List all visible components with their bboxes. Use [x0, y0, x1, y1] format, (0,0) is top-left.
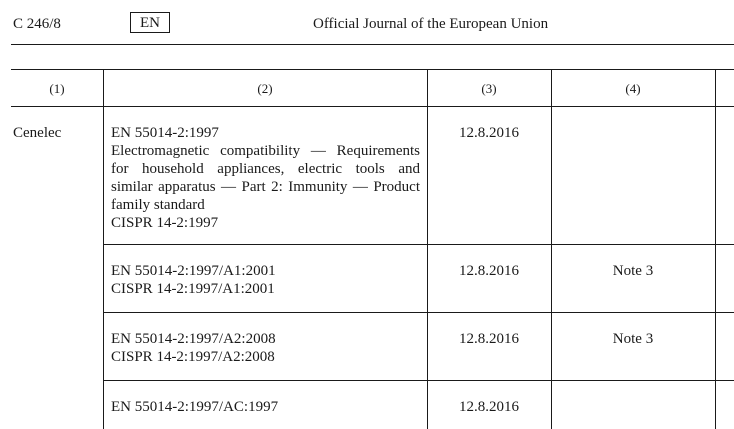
column-header-1: (1)	[49, 81, 65, 96]
date-cell: 12.8.2016	[459, 125, 519, 141]
date-cell: 12.8.2016	[459, 331, 519, 347]
standard-title-line: for household appliances, electric tools and	[111, 161, 420, 177]
standard-reference: EN 55014-2:1997/AC:1997	[111, 399, 279, 415]
journal-reference: C 246/8	[13, 16, 61, 32]
note-cell: Note 3	[612, 263, 654, 279]
column-divider	[427, 69, 428, 429]
standard-cell	[111, 330, 420, 366]
column-divider	[551, 69, 552, 429]
standard-cell	[111, 398, 420, 416]
column-divider	[715, 69, 716, 429]
header-bottom-border	[11, 106, 734, 107]
column-header-4: (4)	[625, 81, 641, 96]
standard-title-line: family standard	[111, 197, 205, 213]
standard-cell	[111, 124, 420, 232]
standard-title-line: Electromagnetic compatibility — Requirements	[111, 143, 420, 159]
journal-title: Official Journal of the European Union	[313, 16, 549, 32]
standard-reference: EN 55014-2:1997/A2:2008	[111, 331, 276, 347]
column-header-3: (3)	[481, 81, 497, 96]
standard-title-line: similar apparatus — Part 2: Immunity — Product	[111, 179, 420, 195]
date-cell: 12.8.2016	[459, 263, 519, 279]
organisation-cell: Cenelec	[13, 125, 62, 141]
column-header-2: (2)	[257, 81, 273, 96]
cispr-reference: CISPR 14-2:1997/A1:2001	[111, 281, 275, 297]
standard-reference: EN 55014-2:1997	[111, 125, 219, 141]
date-cell: 12.8.2016	[459, 399, 519, 415]
row-divider	[103, 244, 734, 245]
note-cell: Note 3	[612, 331, 654, 347]
standard-reference: EN 55014-2:1997/A1:2001	[111, 263, 276, 279]
table-top-border	[11, 69, 734, 70]
cispr-reference: CISPR 14-2:1997/A2:2008	[111, 349, 275, 365]
standard-cell	[111, 262, 420, 298]
language-badge: EN	[130, 12, 170, 33]
cispr-reference: CISPR 14-2:1997	[111, 215, 219, 231]
row-divider	[103, 380, 734, 381]
row-divider	[103, 312, 734, 313]
column-divider	[103, 69, 104, 429]
